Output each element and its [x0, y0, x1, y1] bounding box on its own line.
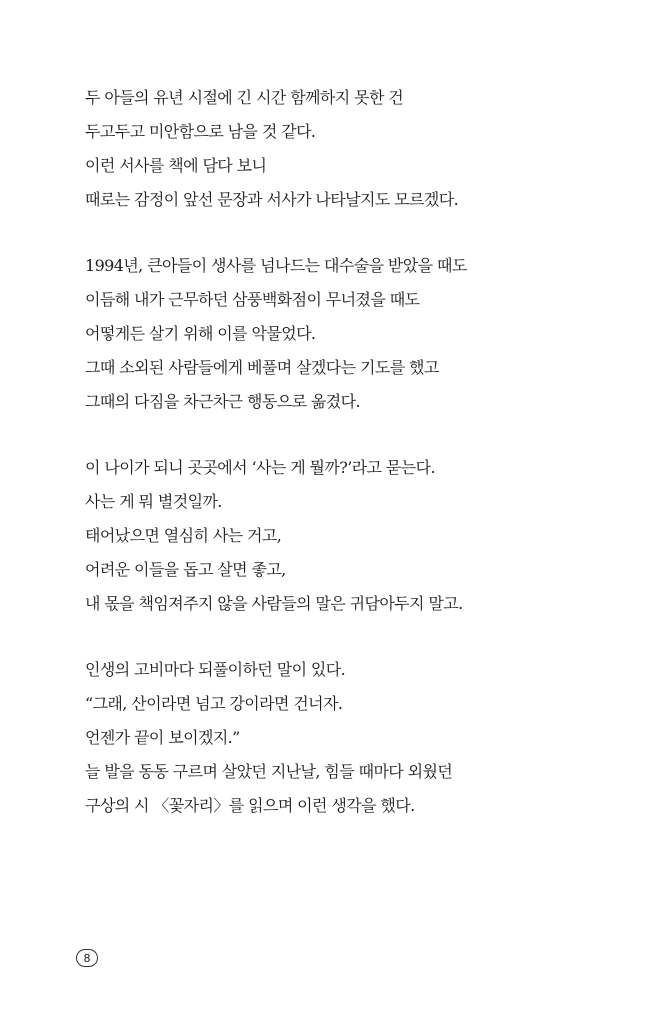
text-line: 언젠가 끝이 보이겠지.” [85, 728, 240, 747]
text-line: 때로는 감정이 앞선 문장과 서사가 나타날지도 모르겠다. [85, 190, 459, 209]
text-line: 이런 서사를 책에 담다 보니 [85, 156, 267, 175]
text-line: 어려운 이들을 돕고 살면 좋고, [85, 560, 286, 579]
text-line: “그래, 산이라면 넘고 강이라면 건너자. [85, 694, 343, 713]
text-line: 두고두고 미안함으로 남을 것 같다. [85, 122, 316, 141]
text-line: 두 아들의 유년 시절에 긴 시간 함께하지 못한 건 [85, 88, 404, 107]
text-line: 어떻게든 살기 위해 이를 악물었다. [85, 324, 316, 343]
text-line: 늘 발을 동동 구르며 살았던 지난날, 힘들 때마다 외웠던 [85, 762, 453, 781]
text-line: 인생의 고비마다 되풀이하던 말이 있다. [85, 660, 346, 679]
text-line: 사는 게 뭐 별것일까. [85, 492, 222, 511]
text-line: 그때의 다짐을 차근차근 행동으로 옮겼다. [85, 392, 360, 411]
text-line: 이듬해 내가 근무하던 삼풍백화점이 무너졌을 때도 [85, 290, 420, 309]
text-line: 이 나이가 되니 곳곳에서 ‘사는 게 뭘까?’라고 묻는다. [85, 458, 435, 477]
text-line: 구상의 시 〈꽃자리〉를 읽으며 이런 생각을 했다. [85, 796, 415, 815]
text-line: 내 몫을 책임져주지 않을 사람들의 말은 귀담아두지 말고. [85, 594, 463, 613]
text-line: 태어났으면 열심히 사는 거고, [85, 526, 282, 545]
page-number: 8 [76, 949, 98, 967]
text-line: 그때 소외된 사람들에게 베풀며 살겠다는 기도를 했고 [85, 358, 439, 377]
text-line: 1994년, 큰아들이 생사를 넘나드는 대수술을 받았을 때도 [85, 256, 467, 275]
